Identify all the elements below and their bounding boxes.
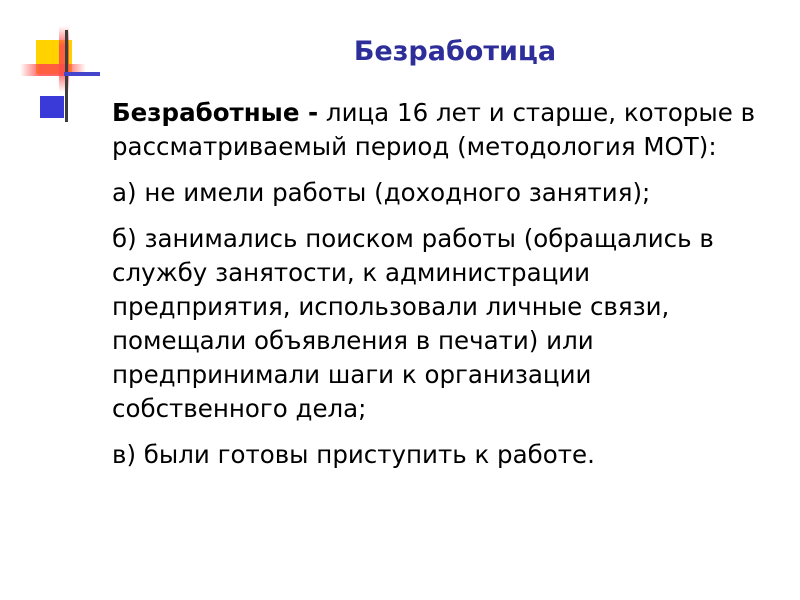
definition-paragraph: [112, 96, 772, 164]
ornament-blue-square: [40, 96, 64, 118]
definition-term: Безработные -: [112, 98, 319, 127]
list-item: в) были готовы приступить к работе.: [112, 440, 595, 469]
slide-title: Безработица: [353, 36, 557, 67]
slide-body: [112, 96, 772, 484]
ornament-horizontal-line: [64, 72, 100, 76]
list-item: а) не имели работы (доходного занятия);: [112, 178, 651, 207]
definition-text: лица 16 лет и старше, которые в рассматриваемый период (методология МОТ):: [112, 98, 756, 161]
list-item: б) занимались поиском работы (обращались в службу занятости, к администрации предприятия, использовали личные связи, помещали объявления в печати) или предпринимали шаги к организации собственного дела;: [112, 224, 714, 423]
